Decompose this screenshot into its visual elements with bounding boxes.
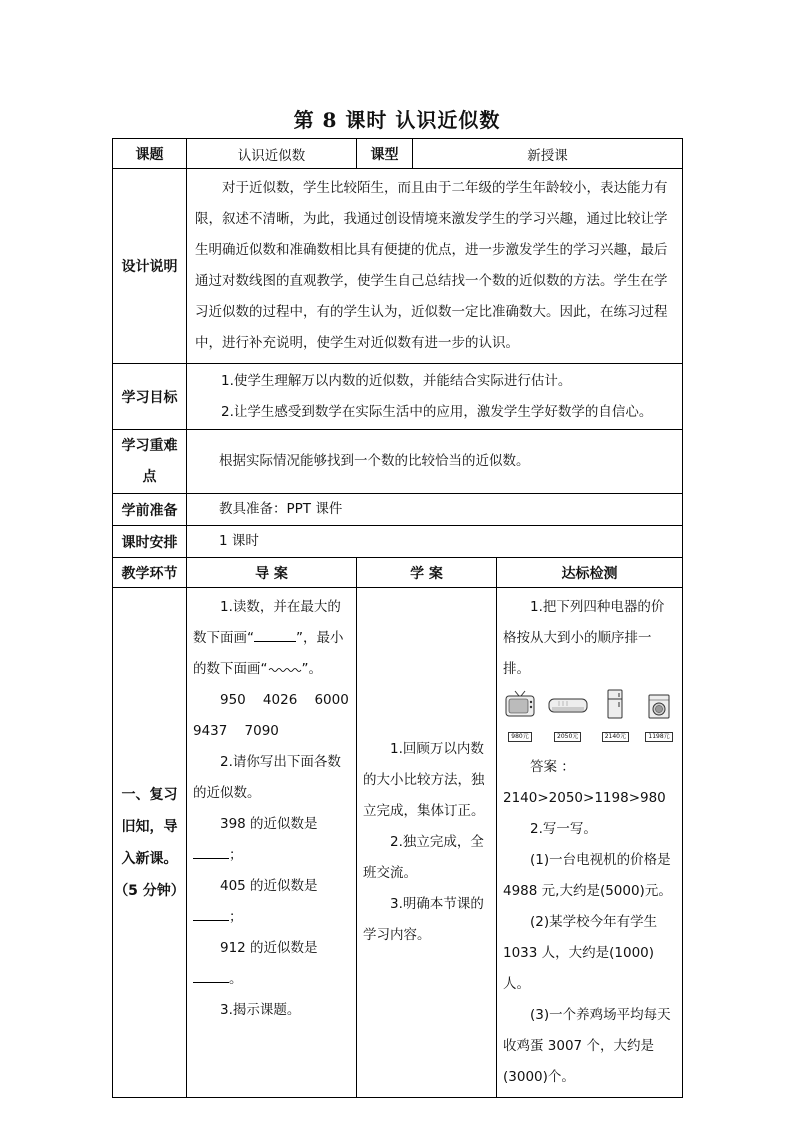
key-points-label — [113, 430, 187, 494]
goal-item: 1.使学生理解万以内数的近似数，并能结合实际进行估计。 — [221, 372, 572, 389]
design-row — [113, 169, 683, 364]
check-item-1: (1)一台电视机的价格是 4988 元,大约是(5000)元。 — [503, 852, 672, 899]
answer-text: 2140>2050>1198>980 — [503, 790, 666, 806]
key-points-label-2: 点 — [142, 468, 157, 485]
air-conditioner-icon — [547, 689, 589, 719]
study-step-2: 2.独立完成，全班交流。 — [363, 834, 484, 881]
section-header-row — [113, 558, 683, 588]
appliance-tv — [503, 689, 537, 750]
guide-answer-blank-2: ； — [193, 902, 350, 933]
page-title: 第 8 课时 认识近似数 — [293, 108, 501, 132]
study-step-1: 1.回顾万以内数的大小比较方法，独立完成，集体订正。 — [363, 741, 485, 819]
schedule-text: 1 课时 — [187, 526, 683, 558]
goal-item: 2.让学生感受到数学在实际生活中的应用，激发学生学好数学的自信心。 — [221, 403, 653, 420]
check-task-1: 1.把下列四种电器的价格按从大到小的顺序排一排。 — [503, 599, 665, 677]
appliance-fridge — [598, 689, 632, 750]
guide-numbers-1: 950 4026 6000 — [220, 692, 349, 708]
type-value: 新授课 — [413, 139, 683, 169]
study-step-3: 3.明确本节课的学习内容。 — [363, 896, 484, 943]
prep-label: 学前准备 — [113, 494, 187, 526]
stage-line: 入新课。 — [121, 850, 178, 867]
stage-line: 一、复习 — [121, 786, 178, 803]
guide-task-1: 1.读数，并在最大的数下面画“ ”，最小的数下面画“ ”。 — [193, 599, 344, 677]
appliance-washer — [642, 689, 676, 750]
topic-label: 课题 — [113, 139, 187, 169]
design-label: 设计说明 — [113, 169, 187, 364]
prep-text: 教具准备：PPT 课件 — [187, 494, 683, 526]
header-check: 达标检测 — [497, 558, 683, 588]
type-label: 课型 — [357, 139, 413, 169]
goals-cell — [187, 364, 683, 430]
topic-row — [113, 139, 683, 169]
check-cell — [497, 588, 683, 1098]
guide-question-1: 398 的近似数是 — [220, 816, 318, 832]
guide-task-3: 3.揭示课题。 — [220, 1002, 301, 1018]
appliance-ac — [547, 689, 589, 750]
goals-row — [113, 364, 683, 430]
review-row — [113, 588, 683, 1098]
price-label: 1198元 — [645, 732, 672, 742]
price-label: 2140元 — [602, 732, 629, 742]
header-study: 学 案 — [357, 558, 497, 588]
stage-cell — [113, 588, 187, 1098]
guide-answer-blank-3: 。 — [193, 964, 350, 995]
blank-line — [193, 970, 229, 983]
key-points-text: 根据实际情况能够找到一个数的比较恰当的近似数。 — [187, 430, 683, 494]
check-item-2: (2)某学校今年有学生 1033 人，大约是(1000)人。 — [503, 914, 658, 992]
header-guide: 导 案 — [187, 558, 357, 588]
blank-line — [193, 908, 229, 921]
header-stage: 教学环节 — [113, 558, 187, 588]
check-task-2: 2.写一写。 — [530, 821, 597, 837]
prep-row — [113, 494, 683, 526]
washing-machine-icon — [642, 689, 676, 719]
study-cell — [357, 588, 497, 1098]
appliance-row — [503, 685, 676, 752]
answer-label: 答案 ： — [530, 759, 575, 775]
design-text: 对于近似数，学生比较陌生，而且由于二年级的学生年龄较小，表达能力有限，叙述不清晰，为此，我通过创设情境来激发学生的学习兴趣，通过比较让学生明确近似数和准确数相比具有便捷的优点，进一步激发学生的学习兴趣，最后通过对数线图的直观教学，使学生自己总结找一个数的近似数的方法。学生在学习近似数的过程中，有的学生认为，近似数一定比准确数大。因此，在练习过程中，进行补充说明，使学生对近似数有进一步的认识。 — [187, 169, 683, 364]
price-label: 2050元 — [554, 732, 581, 742]
guide-answer-blank-1: ； — [193, 840, 350, 871]
goals-label: 学习目标 — [113, 364, 187, 430]
guide-question-2: 405 的近似数是 — [220, 878, 318, 894]
stage-line: （5 分钟） — [114, 882, 185, 899]
check-item-3: (3)一个养鸡场平均每天收鸡蛋 3007 个，大约是(3000)个。 — [503, 1007, 671, 1085]
key-points-row — [113, 430, 683, 494]
tv-icon — [503, 689, 537, 719]
guide-numbers-2: 9437 7090 — [193, 723, 279, 739]
lesson-plan-table — [112, 138, 683, 1098]
blank-line — [193, 846, 229, 859]
price-label: 980元 — [508, 732, 531, 742]
topic-value: 认识近似数 — [187, 139, 357, 169]
stage-line: 旧知，导 — [121, 818, 178, 835]
schedule-label: 课时安排 — [113, 526, 187, 558]
key-points-label-1: 学习重难 — [121, 437, 178, 454]
guide-question-3: 912 的近似数是 — [220, 940, 318, 956]
guide-cell — [187, 588, 357, 1098]
wavy-line-icon — [268, 661, 302, 673]
schedule-row — [113, 526, 683, 558]
blank-line — [254, 629, 296, 642]
guide-task-2: 2.请你写出下面各数的近似数。 — [193, 754, 341, 801]
refrigerator-icon — [598, 689, 632, 719]
